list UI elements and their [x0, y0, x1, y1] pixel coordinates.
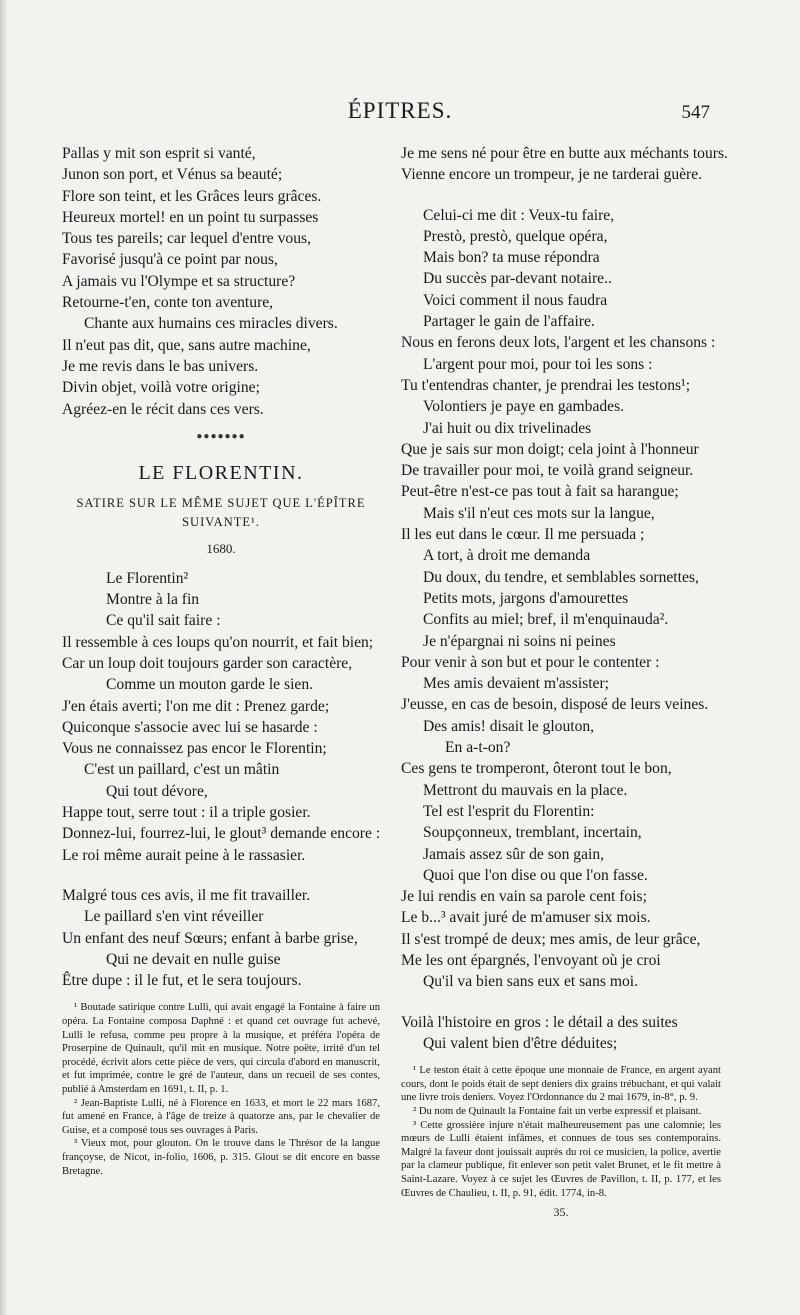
verse-line: Pour venir à son but et pour le contenter : — [401, 653, 660, 671]
verse-line: Être dupe : il le fut, et le sera toujours. — [62, 972, 302, 990]
verse-line: Nous en ferons deux lots, l'argent et les chansons : — [401, 334, 716, 352]
verse-line: Je lui rendis en vain sa parole cent fois; — [401, 888, 647, 906]
verse-line: Quiconque s'associe avec lui se hasarde : — [62, 718, 318, 736]
verse-line: Peut-être n'est-ce pas tout à fait sa harangue; — [401, 483, 679, 501]
verse-line: Donnez-lui, fourrez-lui, le glout³ demande encore : — [62, 825, 381, 843]
verse-line: Je n'épargnai ni soins ni peines — [423, 632, 616, 650]
verse-line: Le b...³ avait juré de m'amuser six mois. — [401, 909, 651, 927]
poem-subtitle-cont: SUIVANTE¹. — [182, 515, 260, 530]
verse-line: Happe tout, serre tout : il a triple gosier. — [62, 804, 311, 822]
footnote: ¹ Le teston était à cette époque une monnaie de France, en argent ayant cours, dont le poids était de sept deniers dix grains trébuchant, et qui valait une livre trois deniers. Voyez l'Ordonnance du 2 mai 1679, in-8°, p. 9. — [401, 1065, 721, 1104]
verse-line: Jamais assez sûr de son gain, — [423, 845, 605, 863]
verse-line: Mais bon? ta muse répondra — [423, 249, 600, 267]
verse-line: Vienne encore un trompeur, je ne tarderai guère. — [401, 166, 703, 184]
verse-line: Malgré tous ces avis, il me fit travailler. — [62, 886, 311, 904]
verse-line: Me les ont épargnés, l'envoyant où je croi — [401, 951, 661, 969]
verse-line: Montre à la fin — [106, 591, 200, 609]
verse-line: Mais s'il n'eut ces mots sur la langue, — [423, 504, 655, 522]
verse-line: Favorisé jusqu'à ce point par nous, — [62, 251, 278, 269]
verse-line: Le roi même aurait peine à le rassasier. — [62, 846, 306, 864]
verse-block-2 — [401, 205, 721, 993]
verse-line: J'eusse, en cas de besoin, disposé de leurs veines. — [401, 696, 709, 714]
verse-line: Ce qu'il sait faire : — [106, 612, 221, 630]
verse-line: Tous tes pareils; car lequel d'entre vous, — [62, 230, 311, 248]
verse-line: De travailler pour moi, te voilà grand seigneur. — [401, 462, 694, 480]
verse-block-1 — [401, 143, 728, 186]
verse-line: En a-t-on? — [445, 739, 511, 757]
signature-mark: 35. — [553, 1205, 569, 1220]
verse-block-1 — [62, 143, 380, 420]
verse-line: Prestò, prestò, quelque opéra, — [423, 227, 608, 245]
verse-line: Retourne-t'en, conte ton aventure, — [62, 294, 274, 312]
footnote: ³ Cette grossière injure n'était malheureusement pas une calomnie; les mœurs de Lulli étaient infâmes, et connues de tous ses contemporains. Malgré la faveur dont jouissait auprès du roi ce musicien, la police, avertie par la clameur publique, fit enlever son petit valet Brunet, et le fit mettre à Saint-Lazare. Voyez à ce sujet les Œuvres de Pavillon, t. II, p. 177, et les Œuvres de Chaulieu, t. II, p. 91, édit. 1774, in-8. — [401, 1119, 721, 1199]
verse-line: Petits mots, jargons d'amourettes — [423, 589, 629, 607]
verse-line: Tel est l'esprit du Florentin: — [423, 802, 595, 820]
verse-line: Soupçonneux, tremblant, incertain, — [423, 824, 642, 842]
verse-block-2 — [62, 568, 380, 866]
verse-line: Le paillard s'en vint réveiller — [84, 908, 264, 926]
verse-line: Qui ne devait en nulle guise — [106, 950, 281, 968]
verse-line: Je me sens né pour être en butte aux méchants tours. — [401, 145, 728, 162]
verse-line: A tort, à droit me demanda — [423, 547, 591, 565]
verse-line: Du doux, du tendre, et semblables sornettes, — [423, 568, 699, 586]
poem-title: LE FLORENTIN. — [138, 462, 304, 485]
verse-line: Voilà l'histoire en gros : le détail a des suites — [401, 1013, 678, 1031]
verse-line: Qu'il va bien sans eux et sans moi. — [423, 973, 639, 991]
verse-line: Des amis! disait le glouton, — [423, 717, 595, 735]
verse-line: Confits au miel; bref, il m'enquinauda². — [423, 611, 669, 629]
verse-line: Ces gens te tromperont, ôteront tout le bon, — [401, 760, 672, 778]
verse-line: J'en étais averti; l'on me dit : Prenez garde; — [62, 697, 330, 715]
verse-line: Pallas y mit son esprit si vanté, — [62, 145, 256, 162]
verse-line: Flore son teint, et les Grâces leurs grâces. — [62, 187, 322, 205]
verse-line: Partager le gain de l'affaire. — [423, 313, 595, 331]
running-title: ÉPITRES. — [347, 98, 453, 123]
verse-line: Il les eut dans le cœur. Il me persuada ; — [401, 526, 645, 544]
verse-line: Vous ne connaissez pas encor le Florentin; — [62, 740, 327, 758]
verse-line: Un enfant des neuf Sœurs; enfant à barbe grise, — [62, 929, 358, 947]
verse-line: Qui valent bien d'être déduites; — [423, 1034, 618, 1052]
verse-line: Il s'est trompé de deux; mes amis, de leur grâce, — [401, 930, 701, 948]
verse-line: Du succès par-devant notaire.. — [423, 270, 612, 288]
right-column — [401, 143, 728, 1223]
footnotes-right — [401, 1064, 721, 1200]
verse-line: Mettront du mauvais en la place. — [423, 781, 628, 799]
verse-block-3 — [62, 885, 380, 991]
left-column — [62, 143, 380, 1178]
page-number: 547 — [681, 102, 710, 123]
verse-line: Celui-ci me dit : Veux-tu faire, — [423, 206, 615, 224]
footnotes-left — [62, 1001, 380, 1178]
verse-line: Il n'eut pas dit, que, sans autre machine, — [62, 336, 311, 354]
verse-line: Il ressemble à ces loups qu'on nourrit, et fait bien; — [62, 633, 374, 651]
footnote: ² Du nom de Quinault la Fontaine fait un verbe expressif et plaisant. — [413, 1105, 702, 1117]
page-header — [0, 98, 800, 128]
verse-line: Quoi que l'on dise ou que l'on fasse. — [423, 866, 648, 884]
page-edge-shadow — [0, 0, 8, 1315]
verse-line: Tu t'entendras chanter, je prendrai les testons¹; — [401, 376, 691, 394]
verse-line: Volontiers je paye en gambades. — [423, 398, 625, 416]
verse-line: Divin objet, voilà votre origine; — [62, 379, 260, 397]
verse-line: Je me revis dans le bas univers. — [62, 357, 259, 375]
footnote: ² Jean-Baptiste Lulli, né à Florence en 1633, et mort le 22 mars 1687, fut amené en France, à l'âge de treize à quatorze ans, par le chevalier de Guise, et a composé tous ses ouvrages à Paris. — [62, 1097, 380, 1136]
verse-block-3 — [401, 1012, 721, 1055]
verse-line: Mes amis devaient m'assister; — [423, 675, 609, 693]
verse-line: Que je sais sur mon doigt; cela joint à l'honneur — [401, 440, 699, 458]
verse-line: Voici comment il nous faudra — [423, 291, 608, 309]
poem-subtitle: SATIRE SUR LE MÊME SUJET QUE L'ÉPÎTRE — [76, 496, 366, 511]
verse-line: Comme un mouton garde le sien. — [106, 676, 314, 694]
ornament-divider: ●●●●●●● — [196, 430, 246, 442]
verse-line: Chante aux humains ces miracles divers. — [84, 315, 338, 333]
verse-line: Heureux mortel! en un point tu surpasses — [62, 208, 319, 226]
verse-line: Car un loup doit toujours garder son caractère, — [62, 654, 353, 672]
verse-line: Qui tout dévore, — [106, 782, 208, 800]
verse-line: Le Florentin² — [106, 569, 189, 587]
footnote: ¹ Boutade satirique contre Lulli, qui avait engagé la Fontaine à faire un opéra. La Fontaine composa Daphné : et quand cet ouvrage fut achevé, Lulli le refusa, comme peu propre à la musique, et préféra l'opéra de Proserpine de Quinault, qu'il mit en musique. Notre poëte, irrité d'un tel procédé, écrivit alors cette pièce de vers, qui circula d'abord en manuscrit, et fut imprimée, contre le gré de l'auteur, dans un recueil de ses contes, publié à Amsterdam en 1691, t. II, p. 1. — [62, 1002, 380, 1095]
verse-line: L'argent pour moi, pour toi les sons : — [423, 355, 653, 373]
verse-line: C'est un paillard, c'est un mâtin — [84, 761, 280, 779]
footnote: ³ Vieux mot, pour glouton. On le trouve dans le Thrésor de la langue françoyse, de Nicot, in-folio, 1606, p. 315. Glout se dit encore en basse Bretagne. — [62, 1138, 380, 1177]
verse-line: A jamais vu l'Olympe et sa structure? — [62, 272, 296, 290]
poem-year: 1680. — [206, 541, 236, 557]
verse-line: J'ai huit ou dix trivelinades — [423, 419, 592, 437]
verse-line: Agréez-en le récit dans ces vers. — [62, 400, 264, 418]
verse-line: Junon son port, et Vénus sa beauté; — [62, 166, 283, 184]
